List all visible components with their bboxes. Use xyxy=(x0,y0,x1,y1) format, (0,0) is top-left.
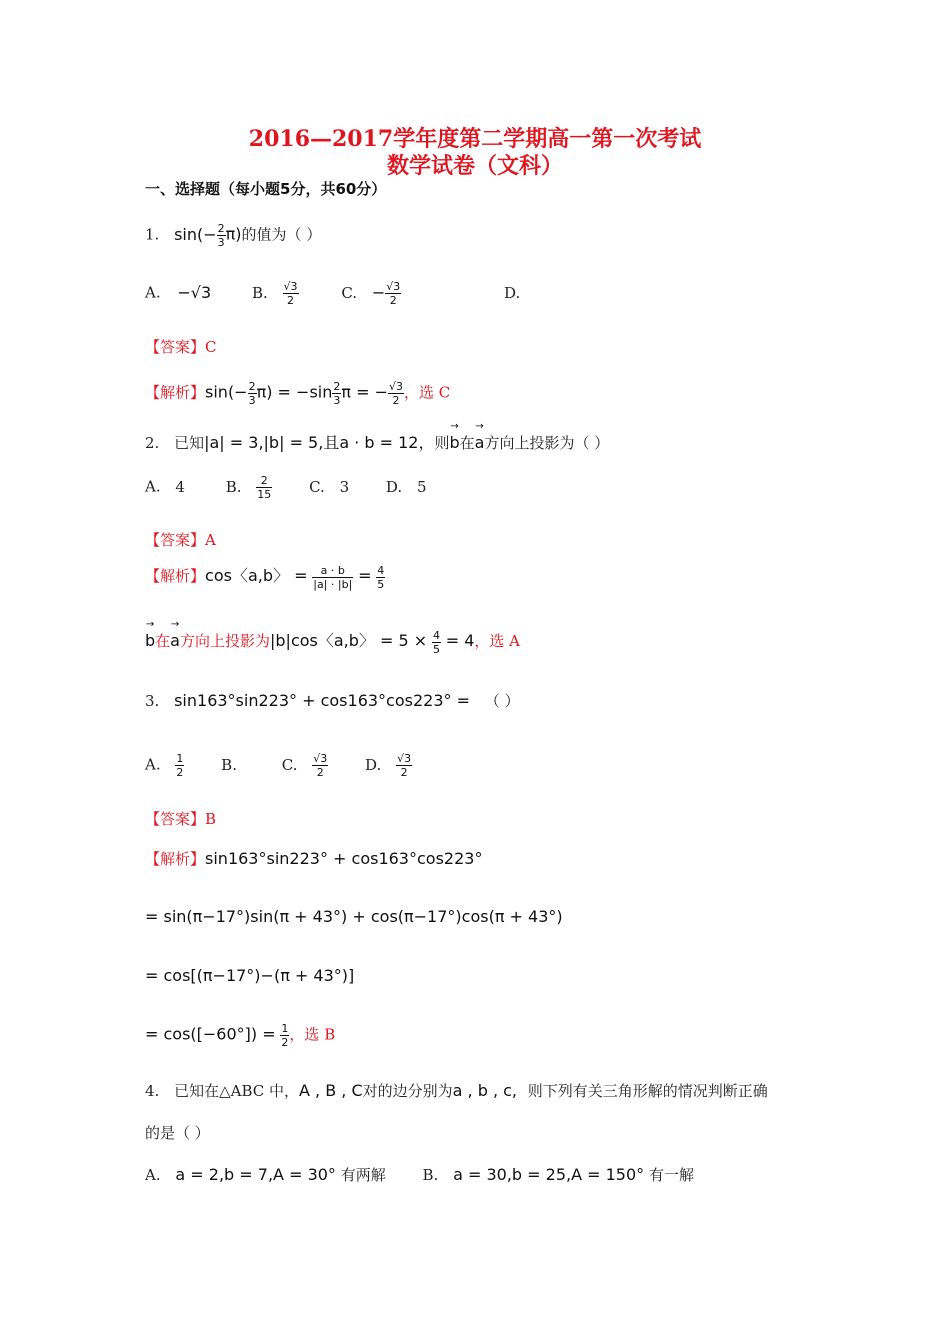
option-d: D. xyxy=(504,283,521,302)
question-1: 1. sin(− $\frac{2}{3}$ π)的值为（ ） xyxy=(145,222,322,249)
question-number: 3. xyxy=(145,692,160,710)
explanation-3-line-4: = cos([−60°]) = $\frac{1}{2}$ ，选 B xyxy=(145,1022,336,1049)
question-3-options: A. $\frac{1}{2}$ B. C. $\frac{√3}{2}$ D. $\frac{√3}{2}$ xyxy=(145,752,412,779)
option-b: a = 30,b = 25,A = 150° xyxy=(453,1165,645,1184)
option-d: $\frac{√3}{2}$ xyxy=(397,752,412,779)
option-c: $\frac{√3}{2}$ xyxy=(313,752,328,779)
page-subtitle: 数学试卷（文科） xyxy=(386,153,563,179)
question-2-options: A. 4 B. $\frac{2}{15}$ C. 3 D. 5 xyxy=(145,474,427,501)
question-number: 4. xyxy=(145,1082,160,1100)
explanation-3-line-3: = cos[(π−17°)−(π + 43°)] xyxy=(145,966,355,985)
question-2: 2. 已知|a| = 3,|b| = 5,且a · b = 12，则→ b在→ a方向上投影为（ ） xyxy=(145,430,609,453)
question-1-options: A. −√3 B. $\frac{√3}{2}$ C. − $\frac{√3}{2}$ D. xyxy=(145,280,521,307)
explanation-3: 【解析】sin163°sin223° + cos163°cos223° xyxy=(145,849,483,868)
option-b: $\frac{√3}{2}$ xyxy=(283,280,298,307)
question-4-options: A. a = 2,b = 7,A = 30° 有两解 B. a = 30,b = 25,A = 150° 有一解 xyxy=(145,1165,694,1184)
explanation-3-line-2: = sin(π−17°)sin(π + 43°) + cos(π−17°)cos(π + 43°) xyxy=(145,907,563,926)
option-c: $\frac{√3}{2}$ xyxy=(386,280,401,307)
section-heading: 一、选择题（每小题5分，共60分） xyxy=(145,180,387,198)
question-number: 2. xyxy=(145,434,160,452)
option-a: $\frac{1}{2}$ xyxy=(176,752,184,779)
question-4-line-2: 的是（ ） xyxy=(145,1124,210,1142)
page-title: 2016—2017学年度第二学期高一第一次考试 xyxy=(248,126,702,152)
option-b: $\frac{2}{15}$ xyxy=(257,474,272,501)
option-b: B. xyxy=(221,755,237,774)
explanation-2-projection: → b在→ a方向上投影为|b|cos〈a,b〉 = 5 × $\frac{4}{5}$ = 4，选 A xyxy=(145,628,520,656)
option-c: 3 xyxy=(339,477,350,496)
question-3: 3. sin163°sin223° + cos163°cos223° = （ ） xyxy=(145,691,520,710)
answer-1: 【答案】C xyxy=(145,338,217,356)
option-a: −√3 xyxy=(177,282,212,302)
question-4: 4. 已知在△ABC 中，A , B , C对的边分别为a , b , c, 则下列有关三角形解的情况判断正确 xyxy=(145,1081,768,1100)
explanation-1: 【解析】sin(− $\frac{2}{3}$ π) = −sin $\frac{2}{3}$ π = − $\frac{√3}{2}$ ，选 C xyxy=(145,380,451,407)
answer-3: 【答案】B xyxy=(145,810,217,828)
question-number: 1. xyxy=(145,225,160,244)
explanation-2: 【解析】cos〈a,b〉 = $\frac{a \cdot b}{|a| \cdot |b|}$ = $\frac{4}{5}$ xyxy=(145,563,385,591)
option-a: a = 2,b = 7,A = 30° xyxy=(175,1165,336,1184)
option-a: 4 xyxy=(175,477,185,496)
option-d: 5 xyxy=(416,477,427,496)
answer-2: 【答案】A xyxy=(145,531,216,549)
